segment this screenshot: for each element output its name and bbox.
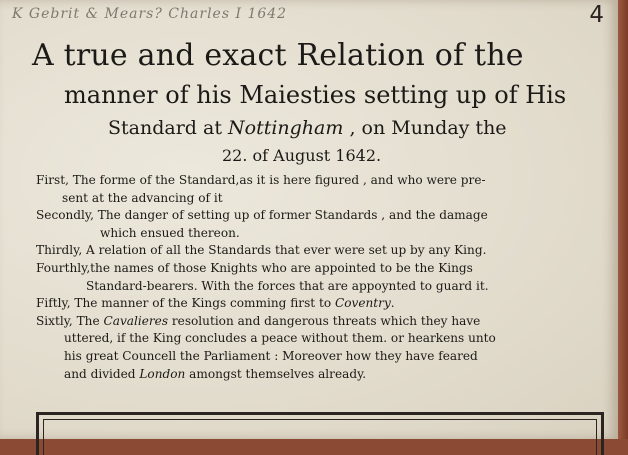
- list-item-text-end: .: [390, 296, 395, 311]
- title-line-1: A true and exact Relation of the: [32, 38, 524, 73]
- list-item-text: Fiftly, The manner of the Kings comming first to: [36, 296, 335, 311]
- title-line-3: [108, 117, 507, 139]
- list-item-place-name: London: [139, 366, 186, 381]
- woodcut-inner-border: [43, 419, 597, 455]
- list-item-continuation: [36, 366, 616, 384]
- list-item: [36, 295, 616, 313]
- list-item-text: Sixtly, The: [36, 313, 104, 328]
- handwritten-annotation: K Gebrit & Mears? Charles I 1642: [12, 6, 288, 22]
- book-cover-edge: [618, 0, 628, 439]
- list-item: [36, 172, 616, 207]
- list-item-continuation: which ensued thereon.: [100, 225, 240, 240]
- title-line-3-end: , on Munday the: [343, 117, 507, 139]
- title-date-line: 22. of August 1642.: [222, 146, 382, 165]
- contents-list: [36, 172, 616, 383]
- list-item: [36, 313, 616, 383]
- list-item-term: Cavalieres: [103, 313, 169, 328]
- list-item-text-end: amongst themselves already.: [185, 366, 367, 381]
- list-item-continuation: uttered, if the King concludes a peace without them. or hearkens unto: [64, 331, 496, 346]
- list-item: [36, 207, 616, 242]
- list-item-continuation: sent at the advancing of it: [62, 190, 223, 205]
- woodcut-frame: [36, 412, 604, 455]
- list-item-text: Secondly, The danger of setting up of former Standards , and the damage: [36, 208, 488, 223]
- title-line-2: manner of his Maiesties setting up of His: [64, 81, 567, 109]
- list-item-text: Thirdly, A relation of all the Standards that ever were set up by any King.: [36, 243, 487, 258]
- title-place-name: Nottingham: [228, 117, 344, 139]
- list-item-place-name: Coventry: [334, 296, 391, 311]
- list-item: [36, 260, 616, 295]
- list-item-text: Fourthly,the names of those Knights who are appointed to be the Kings: [36, 260, 473, 275]
- list-item-continuation: his great Councell the Parliament : Moreover how they have feared: [64, 348, 478, 363]
- page-number: 4: [589, 2, 604, 28]
- list-item-continuation: Standard-bearers. With the forces that are appoynted to guard it.: [86, 278, 489, 293]
- title-line-3-start: Standard at: [108, 117, 228, 139]
- list-item-text: and divided: [64, 366, 140, 381]
- list-item: [36, 242, 616, 260]
- list-item-text: First, The forme of the Standard,as it is here figured , and who were pre-: [36, 173, 486, 187]
- list-item-text-end: resolution and dangerous threats which they have: [168, 313, 481, 328]
